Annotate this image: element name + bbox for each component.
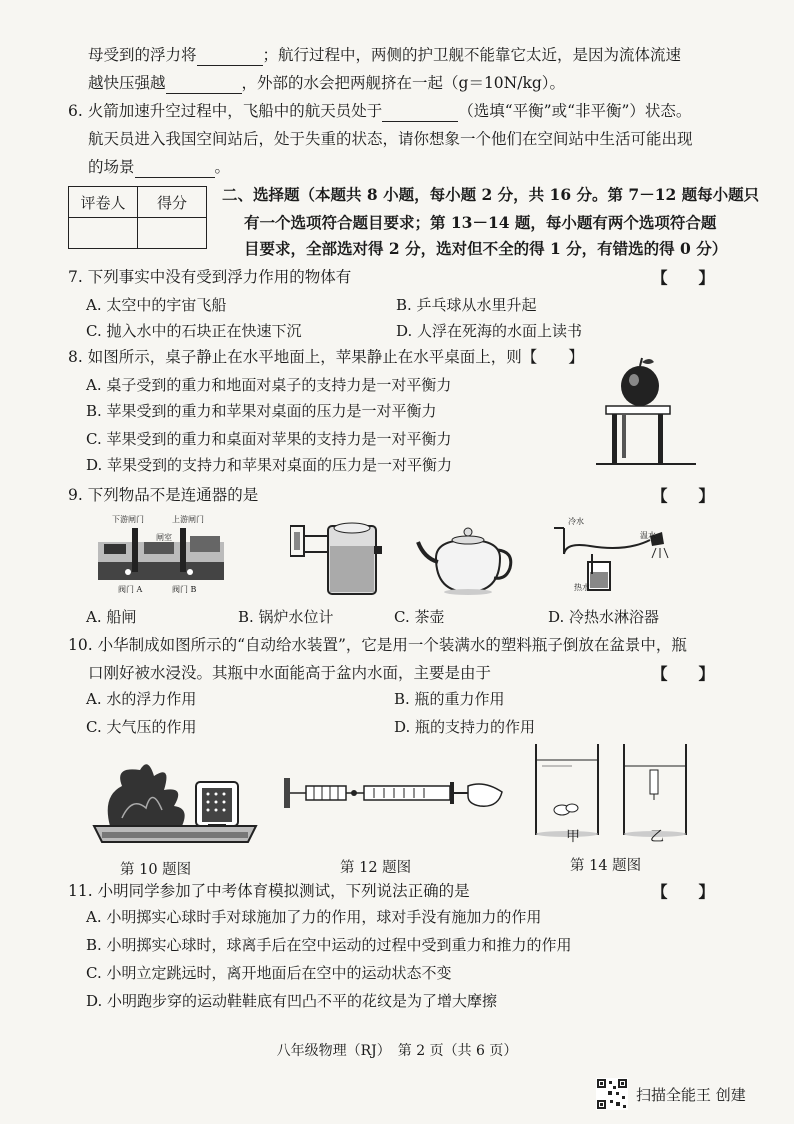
q10-option-b[interactable]: B. 瓶的重力作用: [394, 690, 505, 708]
q7-option-b[interactable]: B. 乒乓球从水里升起: [396, 296, 537, 314]
fig14-caption: 第 14 题图: [570, 858, 642, 874]
page-footer: 八年级物理（RJ） 第 2 页（共 6 页）: [276, 1043, 518, 1059]
q11-option-d[interactable]: D. 小明跑步穿的运动鞋鞋底有凹凸不平的花纹是为了增大摩擦: [86, 992, 498, 1010]
q10-answer-bracket[interactable]: 【 】: [652, 664, 715, 683]
q9-option-a[interactable]: A. 船闸: [86, 608, 137, 626]
q11-stem: 11. 小明同学参加了中考体育模拟测试，下列说法正确的是: [68, 882, 470, 900]
q10-option-c[interactable]: C. 大气压的作用: [86, 718, 197, 736]
q7-option-c[interactable]: C. 抛入水中的石块正在快速下沉: [86, 322, 302, 340]
score-cell[interactable]: [138, 218, 207, 249]
fig12-caption: 第 12 题图: [340, 860, 412, 876]
q10-line1: 10. 小华制成如图所示的“自动给水装置”，它是用一个装满水的塑料瓶子倒放在盆景中，瓶: [68, 636, 687, 654]
fig-d-label-cold: 冷水: [568, 517, 584, 526]
q10-option-d[interactable]: D. 瓶的支持力的作用: [394, 718, 536, 736]
q10-line2: 口刚好被水浸没。其瓶中水面能高于盆内水面，主要是由于: [88, 664, 492, 682]
teapot-figure: [414, 518, 518, 598]
answer-blank[interactable]: [166, 77, 242, 94]
section2-line3: 目要求，全部选对得 2 分，选对但不全的得 1 分，有错选的得 0 分）: [244, 239, 728, 258]
q5-line2: 越快压强越 ，外部的水会把两舰挤在一起（g＝10N/kg）。: [88, 74, 566, 92]
fig14-label-yi: 乙: [650, 829, 664, 845]
q5-line1: 母受到的浮力将 ；航行过程中，两侧的护卫舰不能靠它太近，是因为流体流速: [88, 46, 682, 64]
q8-stem: 8. 如图所示，桌子静止在水平地面上，苹果静止在水平桌面上，则【 】: [68, 348, 584, 366]
q8-option-d[interactable]: D. 苹果受到的支持力和苹果对桌面的压力是一对平衡力: [86, 456, 453, 474]
fig10-caption: 第 10 题图: [120, 862, 192, 878]
section2-line1: 二、选择题（本题共 8 小题，每小题 2 分，共 16 分。第 7－12 题每小题只: [222, 185, 760, 204]
q9-stem: 9. 下列物品不是连通器的是: [68, 486, 259, 504]
q11-option-c[interactable]: C. 小明立定跳远时，离开地面后在空中的运动状态不变: [86, 964, 452, 982]
q6-line3: 的场景 。: [88, 158, 231, 176]
q7-stem: 7. 下列事实中没有受到浮力作用的物体有: [68, 268, 352, 286]
ship-lock-figure: [98, 514, 224, 598]
q7-option-a[interactable]: A. 太空中的宇宙飞船: [86, 296, 227, 314]
reviewer-label: 评卷人: [69, 187, 138, 218]
q11-option-a[interactable]: A. 小明掷实心球时手对球施加了力的作用，球对手没有施加力的作用: [86, 908, 542, 926]
q9-option-c[interactable]: C. 茶壶: [394, 608, 445, 626]
fig-a-label-downstream-gate: 下游闸门: [112, 515, 144, 524]
answer-blank[interactable]: [135, 161, 215, 178]
q9-option-d[interactable]: D. 冷热水淋浴器: [548, 608, 660, 626]
score-table: [68, 186, 207, 249]
q9-option-b[interactable]: B. 锅炉水位计: [238, 608, 334, 626]
beakers-figure: [532, 740, 692, 850]
fig-d-label-hot: 热水: [574, 583, 590, 592]
q6-line1: 6. 火箭加速升空过程中，飞船中的航天员处于 （选填“平衡”或“非平衡”）状态。: [68, 102, 692, 120]
q11-option-b[interactable]: B. 小明掷实心球时，球离手后在空中运动的过程中受到重力和推力的作用: [86, 936, 572, 954]
q8-option-b[interactable]: B. 苹果受到的重力和苹果对桌面的压力是一对平衡力: [86, 402, 437, 420]
fig-a-label-chamber: 闸室: [156, 533, 172, 542]
q6-line2: 航天员进入我国空间站后，处于失重的状态，请你想象一个他们在空间站中生活可能出现: [88, 130, 693, 148]
shower-mixer-figure: [546, 514, 672, 598]
fig-a-label-valve-b: 阀门 B: [172, 585, 197, 594]
q9-answer-bracket[interactable]: 【 】: [652, 486, 715, 505]
q11-answer-bracket[interactable]: 【 】: [652, 882, 715, 901]
section2-line2: 有一个选项符合题目要求；第 13－14 题，每小题有两个选项符合题: [244, 213, 717, 232]
apple-table-figure: [596, 356, 700, 468]
fig14-label-jia: 甲: [566, 829, 580, 845]
watermark-text: 扫描全能王 创建: [636, 1086, 746, 1104]
q7-answer-bracket[interactable]: 【 】: [652, 268, 715, 287]
score-label: 得分: [138, 187, 207, 218]
fig-d-label-warm: 温水: [640, 531, 656, 540]
fig-a-label-valve-a: 阀门 A: [118, 585, 143, 594]
q8-option-a[interactable]: A. 桌子受到的重力和地面对桌子的支持力是一对平衡力: [86, 376, 452, 394]
answer-blank[interactable]: [382, 105, 458, 122]
auto-watering-figure: [92, 756, 258, 846]
answer-blank[interactable]: [197, 49, 263, 66]
q8-option-c[interactable]: C. 苹果受到的重力和桌面对苹果的支持力是一对平衡力: [86, 430, 452, 448]
boiler-gauge-figure: [290, 516, 386, 598]
qr-code-icon: [596, 1078, 628, 1110]
scanner-watermark: [596, 1076, 776, 1112]
reviewer-cell[interactable]: [69, 218, 138, 249]
fig-a-label-upstream-gate: 上游闸门: [172, 515, 204, 524]
syringe-pressure-figure: [284, 770, 506, 824]
q7-option-d[interactable]: D. 人浮在死海的水面上读书: [396, 322, 583, 340]
q10-option-a[interactable]: A. 水的浮力作用: [86, 690, 197, 708]
